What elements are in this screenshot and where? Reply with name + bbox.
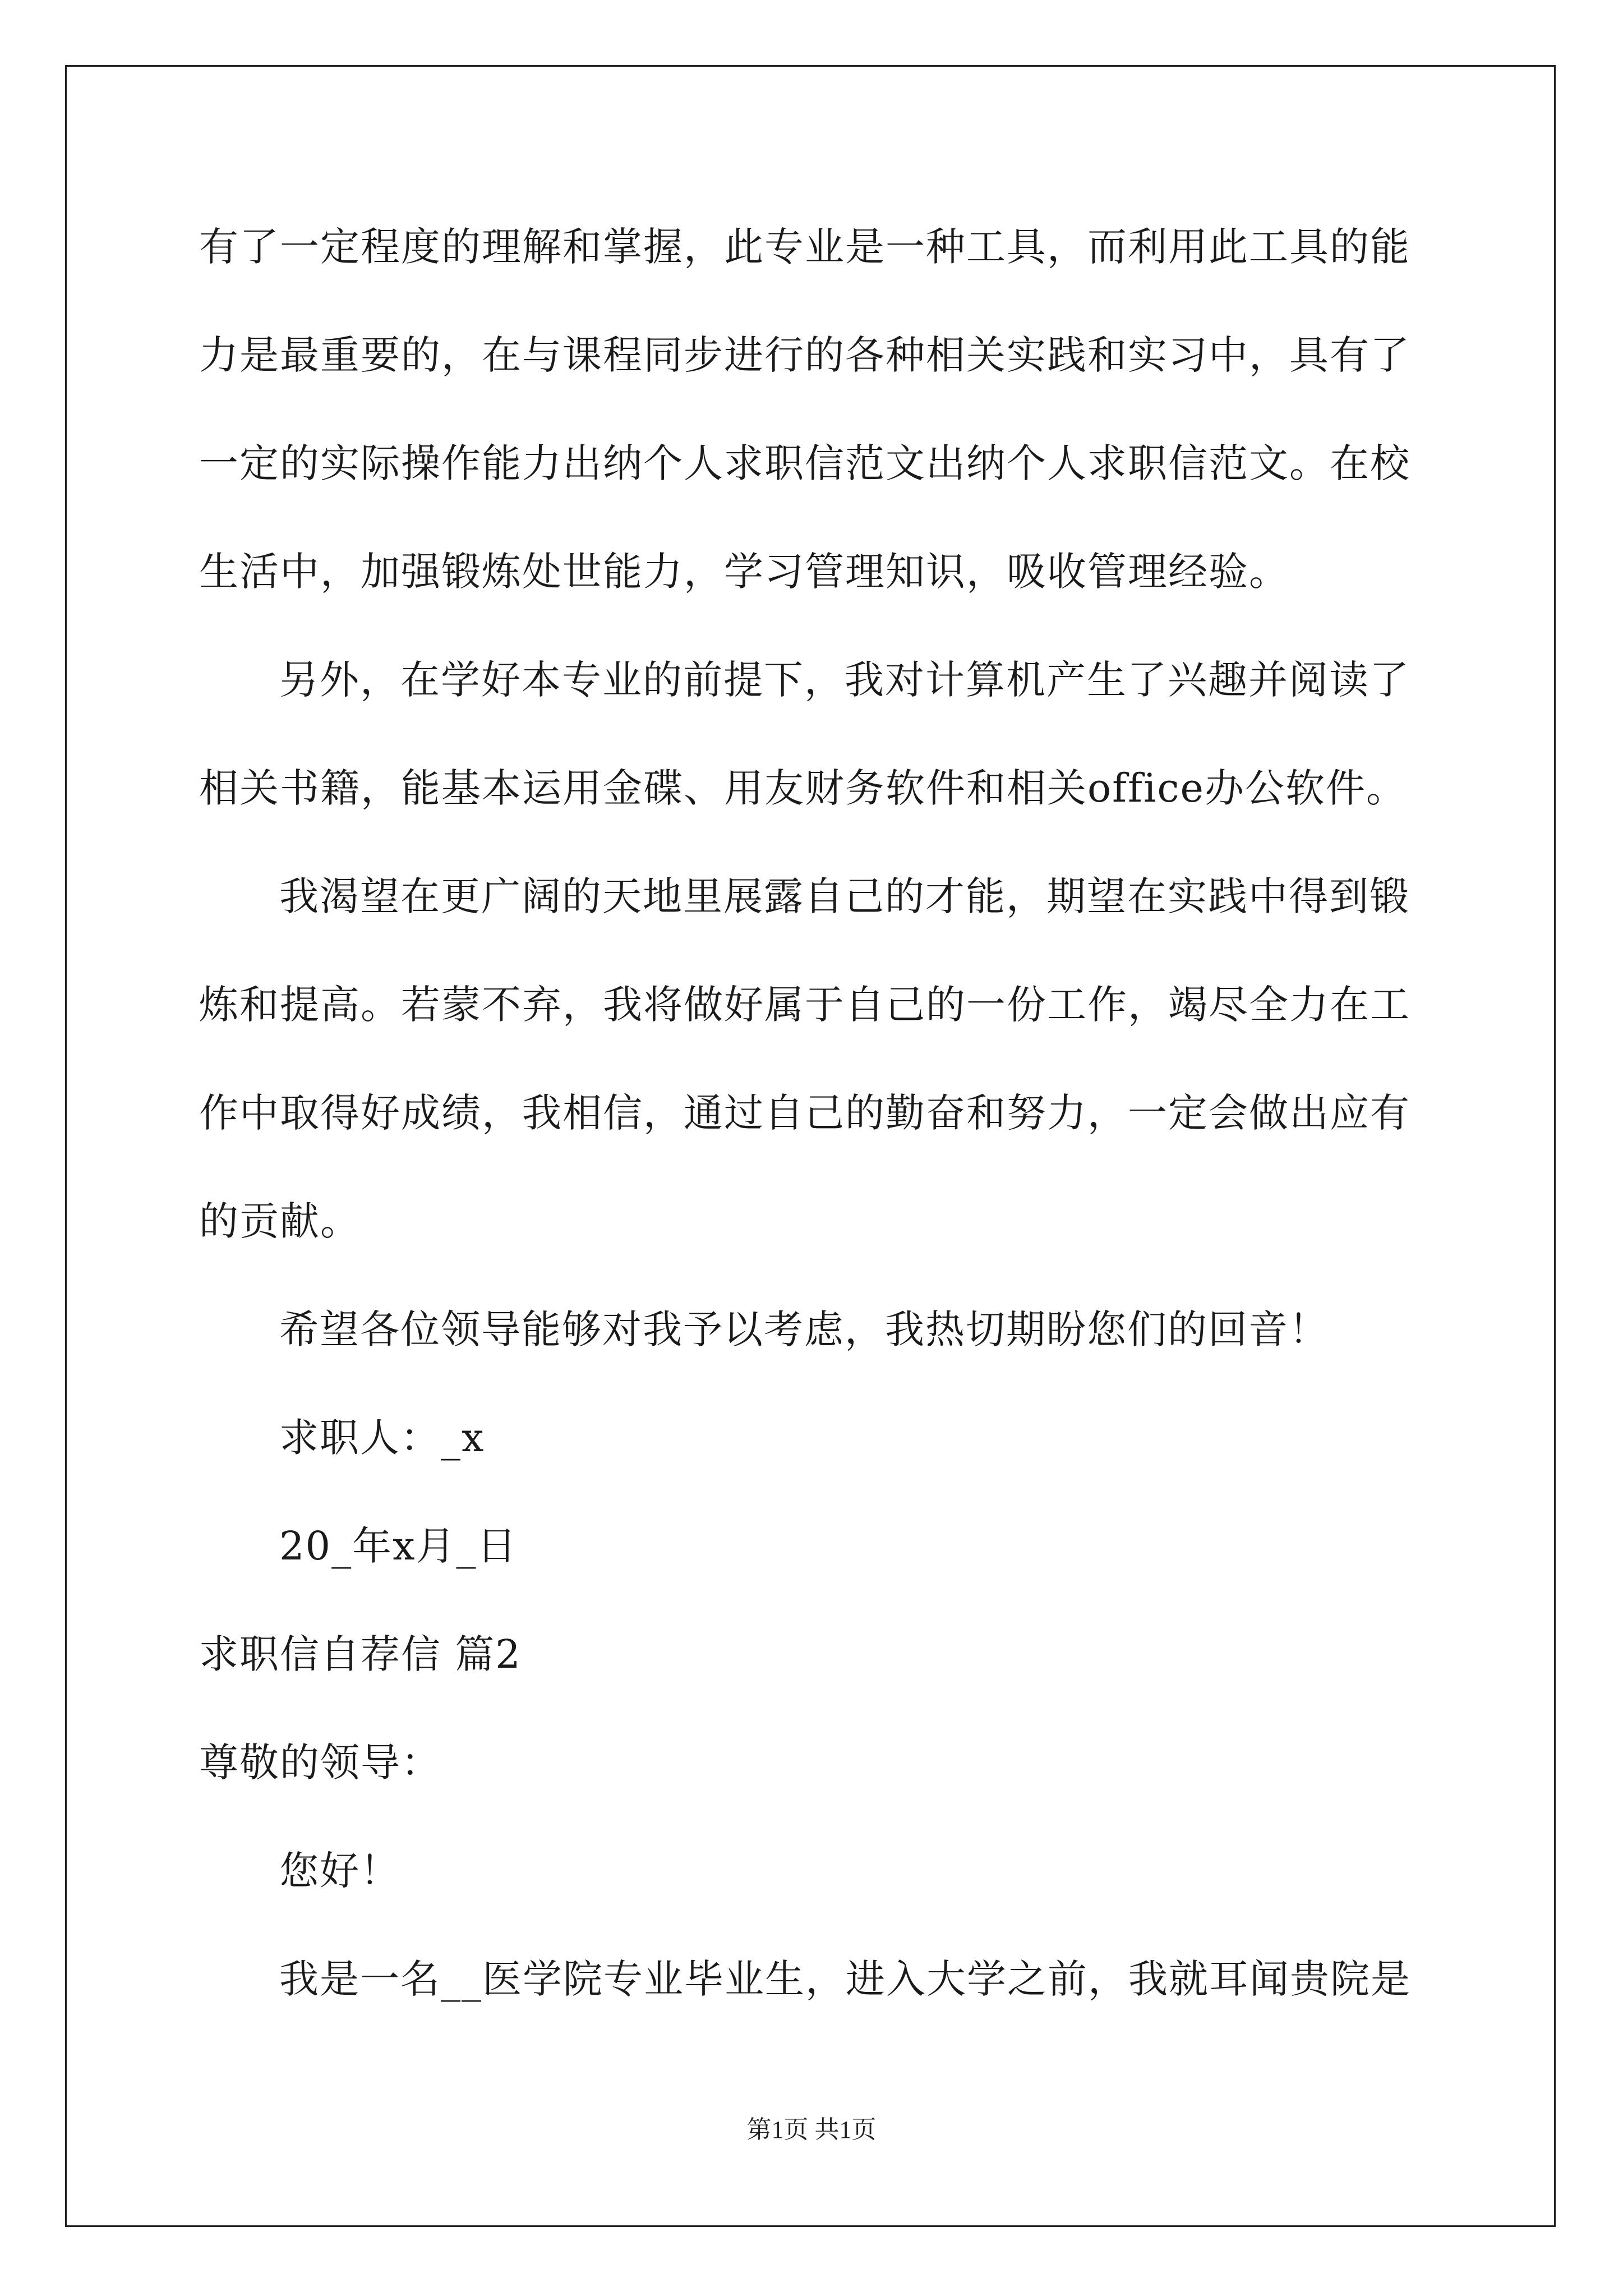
salutation: 尊敬的领导：	[199, 1740, 441, 1786]
greeting: 您好！	[279, 1848, 400, 1894]
body-line: 一定的实际操作能力出纳个人求职信范文出纳个人求职信范文。在校	[199, 440, 1410, 486]
body-line: 有了一定程度的理解和掌握，此专业是一种工具，而利用此工具的能	[199, 224, 1410, 270]
body-line: 相关书籍，能基本运用金碟、用友财务软件和相关office办公软件。	[199, 765, 1407, 811]
page-border	[65, 65, 1556, 2227]
body-line: 我是一名__医学院专业毕业生，进入大学之前，我就耳闻贵院是	[279, 1956, 1411, 2002]
body-line: 作中取得好成绩，我相信，通过自己的勤奋和努力，一定会做出应有	[199, 1090, 1410, 1136]
body-line: 的贡献。	[199, 1198, 361, 1244]
section-heading: 求职信自荐信 篇2	[199, 1631, 522, 1677]
body-line: 我渴望在更广阔的天地里展露自己的才能，期望在实践中得到锻	[279, 873, 1410, 919]
body-line: 另外，在学好本专业的前提下，我对计算机产生了兴趣并阅读了	[279, 657, 1410, 703]
body-line: 希望各位领导能够对我予以考虑，我热切期盼您们的回音！	[279, 1306, 1329, 1352]
body-line: 生活中，加强锻炼处世能力，学习管理知识，吸收管理经验。	[199, 549, 1289, 595]
signature-line: 求职人：_x	[279, 1415, 485, 1461]
body-line: 力是最重要的，在与课程同步进行的各种相关实践和实习中，具有了	[199, 332, 1410, 378]
page-footer: 第1页 共1页	[746, 2116, 877, 2143]
body-line: 炼和提高。若蒙不弃，我将做好属于自己的一份工作，竭尽全力在工	[199, 982, 1410, 1028]
date-line: 20_年x月_日	[279, 1523, 518, 1569]
